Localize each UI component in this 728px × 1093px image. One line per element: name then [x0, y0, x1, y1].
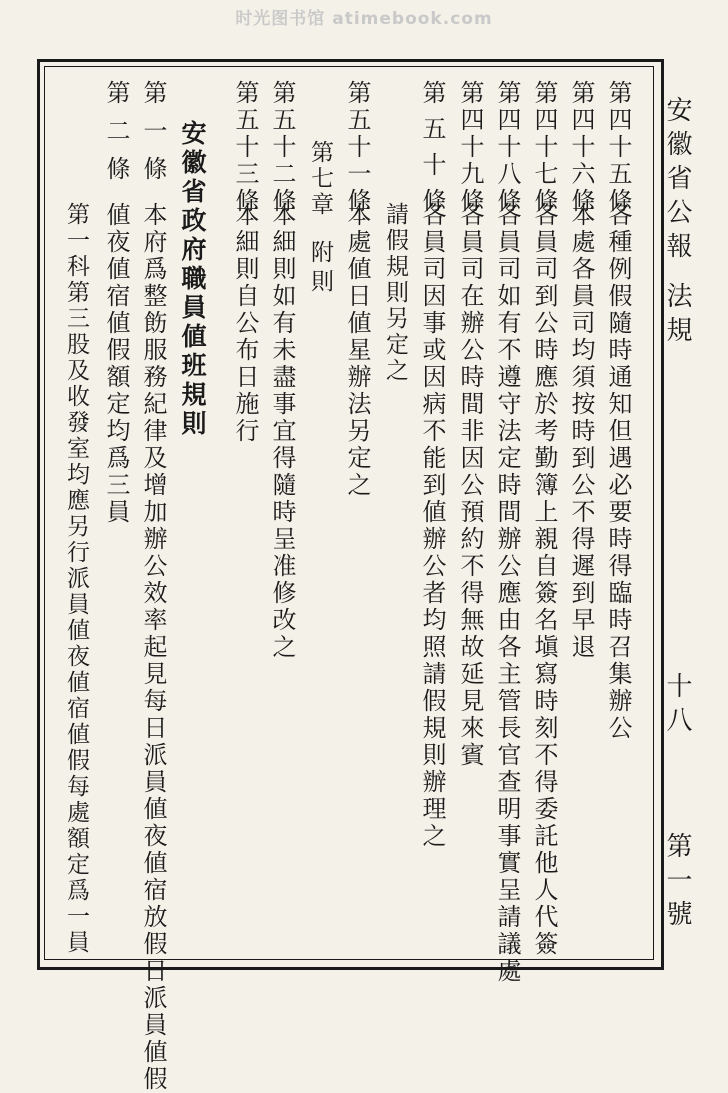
article-label: 第五十條: [418, 80, 446, 224]
article-label: 第五十一條: [343, 80, 371, 215]
article-text: 各種例假隨時通知但遇必要時得臨時召集辦公: [604, 202, 632, 742]
article-label: 第五十二條: [268, 80, 296, 215]
article-continuation: 請假規則另定之: [382, 202, 408, 384]
chapter-number: 第七章: [307, 140, 333, 218]
article-label: 第四十九條: [456, 80, 484, 215]
rule-label: 第一條: [139, 80, 167, 194]
article-text: 各員司在辦公時間非因公預約不得無故延見來賓: [456, 202, 484, 769]
article-text: 本細則如有未盡事宜得隨時呈准修改之: [268, 202, 296, 661]
article-text: 各員司因事或因病不能到値辦公者均照請假規則辦理之: [418, 202, 446, 850]
article-label: 第四十七條: [530, 80, 558, 215]
section-title: 法規: [662, 282, 692, 350]
article-label: 第四十八條: [493, 80, 521, 215]
chapter-name: 附則: [307, 240, 333, 298]
rule-text: 値夜値宿値假額定均爲三員: [102, 202, 130, 526]
issue-number: 第一號: [662, 832, 692, 934]
article-text: 各員司到公時應於考勤簿上親自簽名塡寫時刻不得委託他人代簽: [530, 202, 558, 958]
page-number: 十八: [662, 672, 692, 740]
article-text: 本處各員司均須按時到公不得遲到早退: [567, 202, 595, 661]
journal-title: 安徽省公報: [662, 96, 692, 266]
article-text: 本細則自公布日施行: [231, 202, 259, 445]
rule-continuation: 第一科第三股及收發室均應另行派員値夜値宿値假每處額定爲一員: [63, 202, 89, 956]
article-label: 第五十三條: [231, 80, 259, 215]
article-text: 本處値日値星辦法另定之: [343, 202, 371, 499]
rule-text: 本府爲整飭服務紀律及增加辦公效率起見每日派員値夜値宿放假日派員値假: [139, 202, 167, 1093]
watermark-text: 时光图书馆 atimebook.com: [235, 9, 493, 29]
article-label: 第四十五條: [604, 80, 632, 215]
article-text: 各員司如有不遵守法定時間辦公應由各主管長官查明事實呈請議處: [493, 202, 521, 985]
rule-label: 第二條: [102, 80, 130, 194]
article-label: 第四十六條: [567, 80, 595, 215]
regulation-title: 安徽省政府職員値班規則: [178, 120, 207, 439]
